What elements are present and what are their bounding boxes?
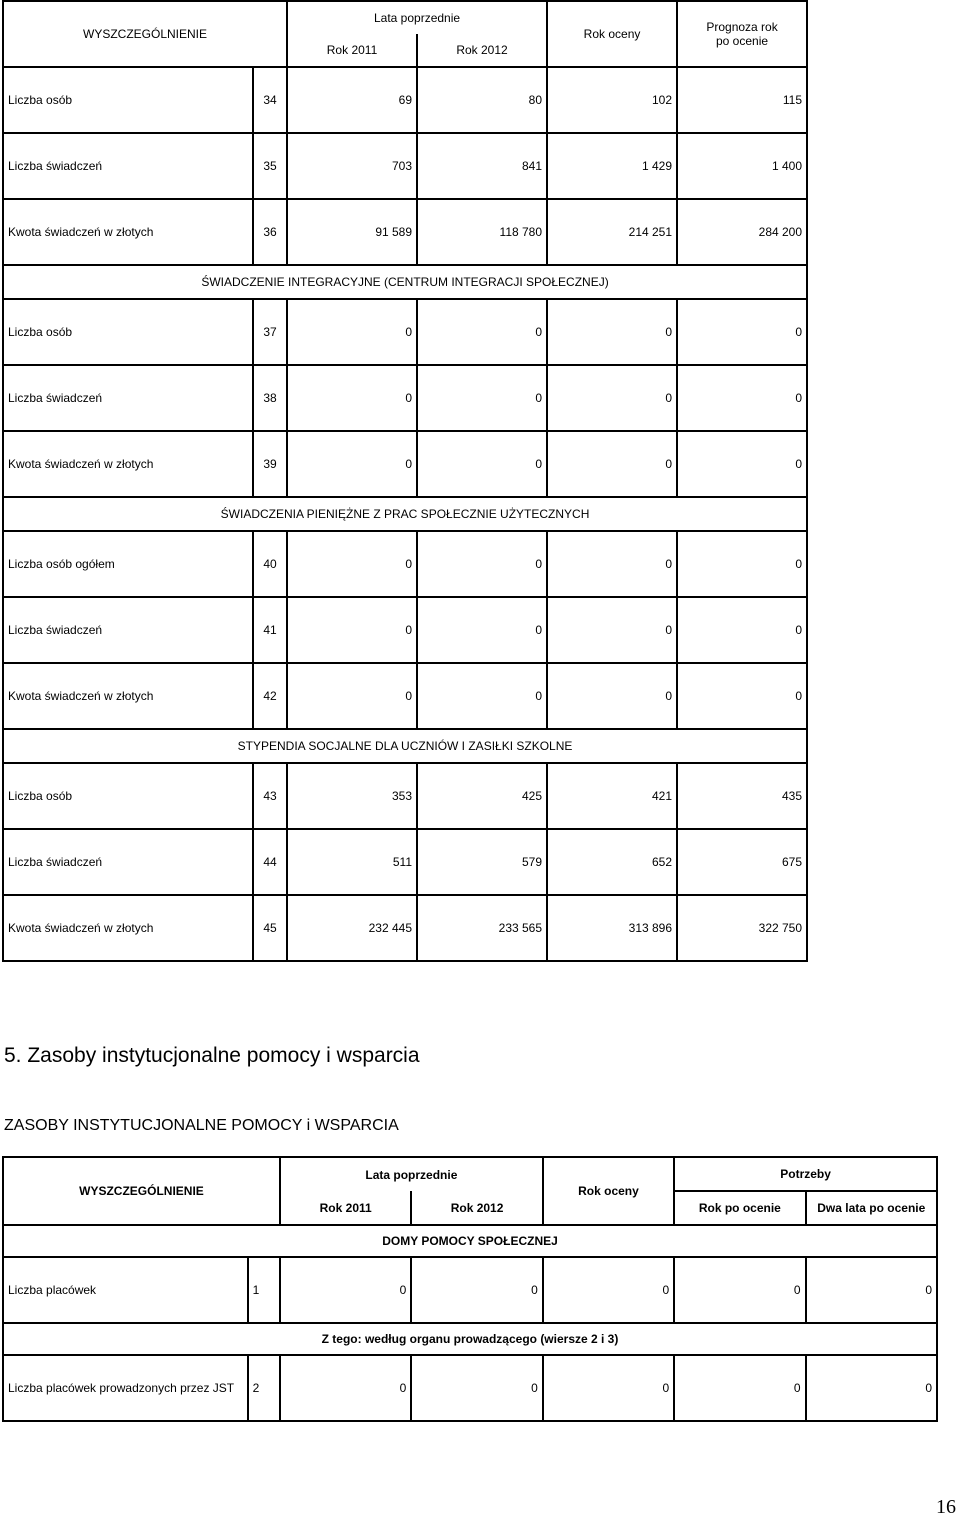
- value-2011: 0: [287, 431, 417, 497]
- value-2012: 0: [417, 663, 547, 729]
- value-assessment-year: 1 429: [547, 133, 677, 199]
- value-2012: 0: [417, 531, 547, 597]
- value-forecast: 0: [677, 531, 807, 597]
- value-2011: 353: [287, 763, 417, 829]
- value-2011: 0: [287, 597, 417, 663]
- row-label: Kwota świadczeń w złotych: [3, 895, 253, 961]
- value-assessment-year: 0: [547, 663, 677, 729]
- value-forecast: 0: [677, 663, 807, 729]
- row-label: Liczba osób: [3, 299, 253, 365]
- table-row: [3, 597, 807, 663]
- row-number: 41: [253, 597, 287, 663]
- forecast-line-2: po ocenie: [716, 34, 769, 48]
- row-label: Liczba placówek: [3, 1257, 248, 1323]
- value-assessment-year: 421: [547, 763, 677, 829]
- section-heading: 5. Zasoby instytucjonalne pomocy i wsparcia: [4, 1044, 420, 1067]
- value-two-years-after: 0: [806, 1355, 937, 1421]
- header-2012: Rok 2012: [411, 1191, 542, 1225]
- table-row: [3, 829, 807, 895]
- section-row: [3, 729, 807, 763]
- value-2012: 0: [411, 1355, 542, 1421]
- value-assessment-year: 0: [547, 299, 677, 365]
- section-label: STYPENDIA SOCJALNE DLA UCZNIÓW I ZASIŁKI SZKOLNE: [3, 729, 807, 763]
- value-forecast: 0: [677, 365, 807, 431]
- value-2012: 0: [417, 431, 547, 497]
- header-assessment-year: Rok oceny: [547, 1, 677, 67]
- header-2011: Rok 2011: [287, 34, 417, 67]
- value-2011: 0: [287, 663, 417, 729]
- row-number: 44: [253, 829, 287, 895]
- section-row: [3, 1323, 937, 1355]
- table-row: [3, 895, 807, 961]
- value-forecast: 1 400: [677, 133, 807, 199]
- header-two-years-after: Dwa lata po ocenie: [806, 1191, 937, 1225]
- table-row: [3, 365, 807, 431]
- row-number: 45: [253, 895, 287, 961]
- table-header-row: [3, 1, 807, 34]
- value-forecast: 0: [677, 299, 807, 365]
- section-row: [3, 497, 807, 531]
- section-label: Z tego: według organu prowadzącego (wiersze 2 i 3): [3, 1323, 937, 1355]
- value-2012: 579: [417, 829, 547, 895]
- value-year-after: 0: [674, 1355, 805, 1421]
- value-2011: 0: [280, 1355, 411, 1421]
- section-row: [3, 265, 807, 299]
- value-2011: 69: [287, 67, 417, 133]
- value-2011: 0: [287, 531, 417, 597]
- table-row: [3, 133, 807, 199]
- value-assessment-year: 102: [547, 67, 677, 133]
- header-col-label: WYSZCZEGÓLNIENIE: [3, 1157, 280, 1225]
- value-2012: 233 565: [417, 895, 547, 961]
- value-forecast: 322 750: [677, 895, 807, 961]
- value-assessment-year: 0: [547, 365, 677, 431]
- value-assessment-year: 214 251: [547, 199, 677, 265]
- table-header-row: [3, 1157, 937, 1191]
- header-prev-years: Lata poprzednie: [287, 1, 547, 34]
- value-2012: 0: [417, 365, 547, 431]
- value-2012: 118 780: [417, 199, 547, 265]
- value-2012: 841: [417, 133, 547, 199]
- value-assessment-year: 0: [547, 531, 677, 597]
- value-2011: 91 589: [287, 199, 417, 265]
- value-2012: 80: [417, 67, 547, 133]
- row-label: Kwota świadczeń w złotych: [3, 431, 253, 497]
- header-forecast: [677, 1, 807, 67]
- section-row: [3, 1225, 937, 1257]
- row-label: Liczba osób: [3, 67, 253, 133]
- value-assessment-year: 0: [543, 1257, 674, 1323]
- table-row: [3, 199, 807, 265]
- value-year-after: 0: [674, 1257, 805, 1323]
- benefits-table: [2, 0, 808, 962]
- table-row: [3, 431, 807, 497]
- row-label: Liczba świadczeń: [3, 829, 253, 895]
- row-number: 42: [253, 663, 287, 729]
- section-label: ŚWIADCZENIE INTEGRACYJNE (CENTRUM INTEGRACJI SPOŁECZNEJ): [3, 265, 807, 299]
- value-forecast: 435: [677, 763, 807, 829]
- row-number: 1: [248, 1257, 280, 1323]
- row-label: Liczba świadczeń: [3, 597, 253, 663]
- table-row: [3, 763, 807, 829]
- value-assessment-year: 0: [543, 1355, 674, 1421]
- value-2011: 0: [287, 365, 417, 431]
- value-forecast: 284 200: [677, 199, 807, 265]
- header-col-label: WYSZCZEGÓLNIENIE: [3, 1, 287, 67]
- header-prev-years: Lata poprzednie: [280, 1157, 543, 1191]
- page-number: 16: [936, 1496, 956, 1518]
- value-assessment-year: 652: [547, 829, 677, 895]
- value-forecast: 675: [677, 829, 807, 895]
- value-2012: 0: [417, 299, 547, 365]
- value-2011: 232 445: [287, 895, 417, 961]
- value-forecast: 0: [677, 597, 807, 663]
- value-2011: 0: [287, 299, 417, 365]
- value-two-years-after: 0: [806, 1257, 937, 1323]
- table-row: [3, 1257, 937, 1323]
- row-label: Liczba świadczeń: [3, 365, 253, 431]
- value-assessment-year: 0: [547, 431, 677, 497]
- section-label: ŚWIADCZENIA PIENIĘŻNE Z PRAC SPOŁECZNIE UŻYTECZNYCH: [3, 497, 807, 531]
- row-number: 43: [253, 763, 287, 829]
- header-2012: Rok 2012: [417, 34, 547, 67]
- row-number: 35: [253, 133, 287, 199]
- value-2012: 0: [417, 597, 547, 663]
- table-title: ZASOBY INSTYTUCJONALNE POMOCY i WSPARCIA: [4, 1117, 399, 1134]
- row-label: Liczba osób ogółem: [3, 531, 253, 597]
- row-label: Kwota świadczeń w złotych: [3, 663, 253, 729]
- table-row: [3, 531, 807, 597]
- row-number: 37: [253, 299, 287, 365]
- value-2012: 0: [411, 1257, 542, 1323]
- row-number: 2: [248, 1355, 280, 1421]
- value-2011: 703: [287, 133, 417, 199]
- header-needs: Potrzeby: [674, 1157, 937, 1191]
- row-number: 36: [253, 199, 287, 265]
- table-row: [3, 299, 807, 365]
- value-assessment-year: 313 896: [547, 895, 677, 961]
- table-row: [3, 663, 807, 729]
- table-row: [3, 1355, 937, 1421]
- institutions-table: [2, 1156, 938, 1422]
- value-2012: 425: [417, 763, 547, 829]
- row-label: Liczba placówek prowadzonych przez JST: [3, 1355, 248, 1421]
- value-forecast: 0: [677, 431, 807, 497]
- row-label: Kwota świadczeń w złotych: [3, 199, 253, 265]
- value-2011: 511: [287, 829, 417, 895]
- header-2011: Rok 2011: [280, 1191, 411, 1225]
- row-label: Liczba świadczeń: [3, 133, 253, 199]
- header-year-after: Rok po ocenie: [674, 1191, 805, 1225]
- forecast-line-1: Prognoza rok: [706, 20, 778, 34]
- row-number: 40: [253, 531, 287, 597]
- value-forecast: 115: [677, 67, 807, 133]
- header-assessment-year: Rok oceny: [543, 1157, 674, 1225]
- table-row: [3, 67, 807, 133]
- row-label: Liczba osób: [3, 763, 253, 829]
- row-number: 39: [253, 431, 287, 497]
- value-assessment-year: 0: [547, 597, 677, 663]
- section-label: DOMY POMOCY SPOŁECZNEJ: [3, 1225, 937, 1257]
- row-number: 38: [253, 365, 287, 431]
- value-2011: 0: [280, 1257, 411, 1323]
- row-number: 34: [253, 67, 287, 133]
